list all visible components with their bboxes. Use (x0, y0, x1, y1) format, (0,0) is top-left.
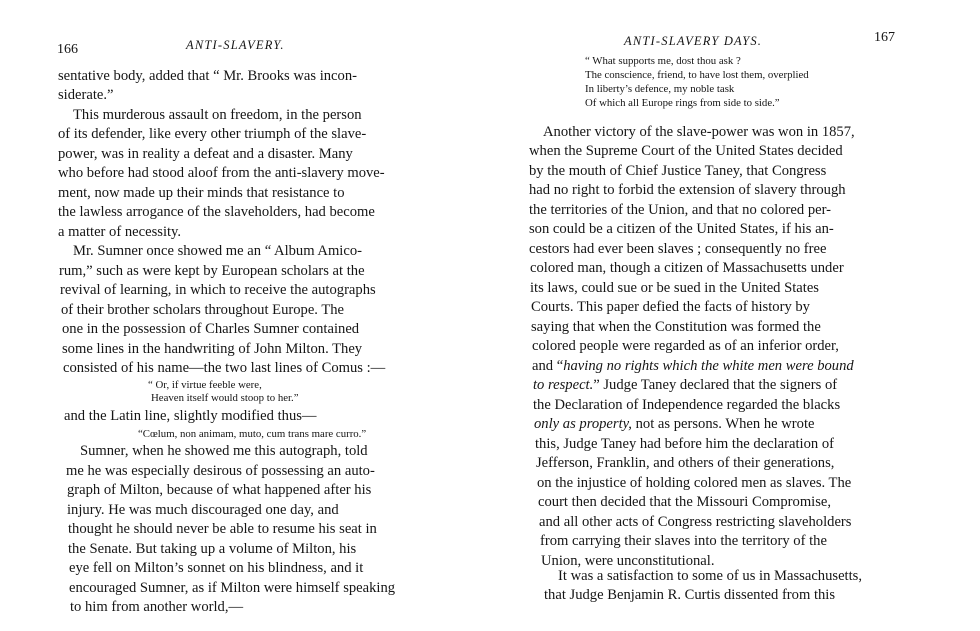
text-line: eye fell on Milton’s sonnet on his blindness, and it (69, 560, 364, 576)
text-line: revival of learning, in which to receive the autographs (60, 282, 376, 298)
text-line: graph of Milton, because of what happened after his (67, 482, 372, 498)
text-line: colored man, though a citizen of Massachusetts under (530, 260, 844, 276)
text-line (532, 357, 854, 375)
text-line: the lawless arrogance of the slaveholders, had become (58, 204, 375, 220)
text-line: injury. He was much discouraged one day, and (67, 502, 339, 518)
text-line: of their brother scholars throughout Europe. The (61, 302, 345, 318)
text-segment: and “ (532, 358, 564, 374)
text-line: the Senate. But taking up a volume of Milton, his (68, 541, 357, 557)
text-line: rum,” such as were kept by European scholars at the (59, 263, 365, 279)
text-line: and all other acts of Congress restricting slaveholders (539, 514, 852, 530)
verse-line: Of which all Europe rings from side to side.” (585, 97, 780, 109)
text-line: Mr. Sumner once showed me an “ Album Amico- (73, 243, 362, 259)
text-line: and the Latin line, slightly modified thus— (64, 408, 317, 424)
verse-line: “ What supports me, dost thou ask ? (585, 55, 741, 67)
text-line (533, 376, 837, 394)
text-line: on the injustice of holding colored men as slaves. The (537, 475, 852, 491)
italic-text: having no rights which the white men were bound (563, 358, 854, 374)
text-line: sentative body, added that “ Mr. Brooks was incon- (58, 68, 357, 84)
italic-text: to respect. (533, 377, 594, 393)
text-line: This murderous assault on freedom, in the person (73, 107, 362, 123)
text-segment: not as persons. When he wrote (631, 416, 815, 432)
text-line (534, 415, 814, 433)
verse-line: Heaven itself would stoop to her.” (151, 392, 299, 404)
right-page (490, 0, 980, 631)
text-line: this, Judge Taney had before him the declaration of (535, 436, 835, 452)
text-line: a matter of necessity. (58, 224, 182, 240)
text-line: consisted of his name—the two last lines of Comus :— (63, 360, 386, 376)
text-line: who before had stood aloof from the anti-slavery move- (58, 165, 385, 181)
italic-text: only as property, (534, 416, 632, 432)
text-line: son could be a citizen of the United States, if his an- (529, 221, 834, 237)
text-line: encouraged Sumner, as if Milton were himself speaking (69, 580, 396, 596)
text-line: Jefferson, Franklin, and others of their generations, (536, 455, 835, 471)
verse-line: The conscience, friend, to have lost them, overplied (585, 69, 809, 81)
text-line: from carrying their slaves into the territory of the (540, 533, 827, 549)
left-page (0, 0, 470, 631)
text-line: to him from another world,— (70, 599, 244, 615)
text-line: ment, now made up their minds that resistance to (58, 185, 345, 201)
text-line: of its defender, like every other triumph of the slave- (58, 126, 367, 142)
text-line: its laws, could sue or be sued in the United States (530, 280, 819, 296)
text-line: the territories of the Union, and that no colored per- (529, 202, 832, 218)
text-line: when the Supreme Court of the United States decided (529, 143, 843, 159)
text-line: court then decided that the Missouri Compromise, (538, 494, 832, 510)
text-line: power, was in reality a defeat and a disaster. Many (58, 146, 353, 162)
verse-line: In liberty’s defence, my noble task (585, 83, 735, 95)
text-line: the Declaration of Independence regarded the blacks (533, 397, 841, 413)
latin-quote: “Cœlum, non animam, muto, cum trans mare curro.” (138, 428, 367, 440)
text-line: colored people were regarded as of an inferior order, (532, 338, 839, 354)
running-head-left: ANTI-SLAVERY. (186, 38, 285, 52)
text-line: Another victory of the slave-power was won in 1857, (543, 124, 855, 140)
text-line: Sumner, when he showed me this autograph, told (80, 443, 368, 459)
text-line: It was a satisfaction to some of us in Massachusetts, (558, 568, 862, 584)
running-head-right: ANTI-SLAVERY DAYS. (624, 34, 763, 48)
text-line: saying that when the Constitution was formed the (531, 319, 821, 335)
page-number-right: 167 (874, 30, 895, 45)
text-line: Union, were unconstitutional. (541, 553, 715, 569)
text-line: cestors had ever been slaves ; consequently no free (529, 241, 827, 257)
page-number-left: 166 (57, 42, 78, 57)
text-line: some lines in the handwriting of John Milton. They (62, 341, 363, 357)
text-line: siderate.” (58, 87, 114, 103)
text-line: me he was especially desirous of possessing an auto- (66, 463, 375, 479)
text-segment: ” Judge Taney declared that the signers of (593, 377, 838, 393)
text-line: had no right to forbid the extension of slavery through (529, 182, 846, 198)
text-line: one in the possession of Charles Sumner contained (62, 321, 360, 337)
text-line: thought he should never be able to resume his seat in (68, 521, 377, 537)
text-line: that Judge Benjamin R. Curtis dissented from this (544, 587, 836, 603)
text-line: Courts. This paper defied the facts of history by (531, 299, 810, 315)
verse-line: “ Or, if virtue feeble were, (148, 379, 262, 391)
text-line: by the mouth of Chief Justice Taney, that Congress (529, 163, 827, 179)
